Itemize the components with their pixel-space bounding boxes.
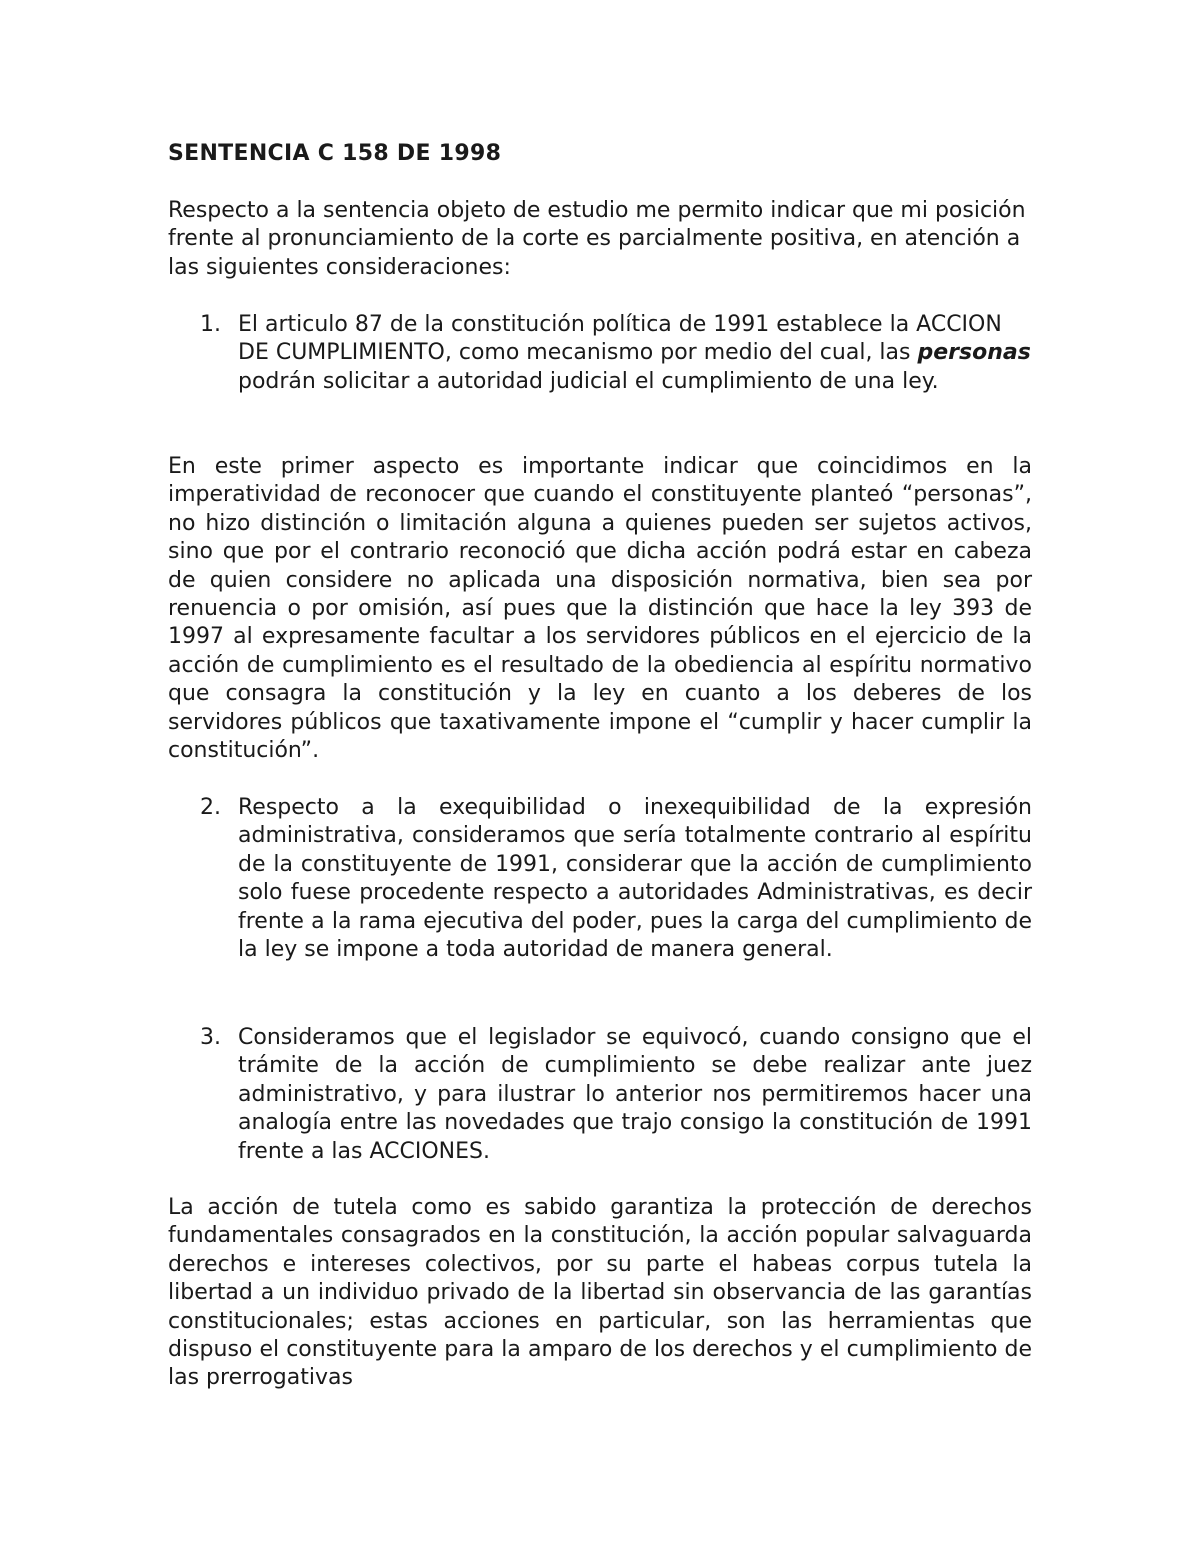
list-item-1-text-after: podrán solicitar a autoridad judicial el cumplimiento de una ley. xyxy=(238,368,939,394)
paragraph-3: La acción de tutela como es sabido garantiza la protección de derechos fundamentales consagrados en la constitución, la acción popular salvaguarda derechos e intereses colectivos, por su parte el habeas corpus tutela la libertad a un individuo privado de la libertad sin observancia de las garantías constitucionales; estas acciones en particular, son las herramientas que dispuso el constituyente para la amparo de los derechos y el cumplimiento de las prerrogativas xyxy=(168,1195,1032,1391)
document-title: SENTENCIA C 158 DE 1998 xyxy=(168,141,502,166)
list-item-1 xyxy=(168,311,1032,396)
list-item-1-text xyxy=(238,311,1032,396)
list-item-3 xyxy=(168,1024,1032,1166)
intro-paragraph: Respecto a la sentencia objeto de estudio me permito indicar que mi posición frente al pronunciamiento de la corte es parcialmente positiva, en atención a las siguientes consideraciones: xyxy=(168,198,1026,280)
emphasized-word: personas xyxy=(917,340,1031,366)
list-item-3-text: Consideramos que el legislador se equivocó, cuando consigno que el trámite de la acción de cumplimiento se debe realizar ante juez administrativo, y para ilustrar lo anterior nos permitiremos hacer una analogía entre las novedades que trajo consigo la constitución de 1991 frente a las ACCIONES. xyxy=(238,1025,1032,1164)
list-item-2 xyxy=(168,794,1032,964)
list-item-1-text-before: El articulo 87 de la constitución política de 1991 establece la ACCION DE CUMPLIMIENTO, como mecanismo por medio del cual, las xyxy=(238,312,1002,366)
paragraph-2: En este primer aspecto es importante indicar que coincidimos en la imperatividad de reconocer que cuando el constituyente planteó “personas”, no hizo distinción o limitación alguna a quienes pueden ser sujetos activos, sino que por el contrario reconoció que dicha acción podrá estar en cabeza de quien considere no aplicada una disposición normativa, bien sea por renuencia o por omisión, así pues que la distinción que hace la ley 393 de 1997 al expresamente facultar a los servidores públicos en el ejercicio de la acción de cumplimiento es el resultado de la obediencia al espíritu normativo que consagra la constitución y la ley en cuanto a los deberes de los servidores públicos que taxativamente impone el “cumplir y hacer cumplir la constitución”. xyxy=(168,454,1032,764)
list-number-3: 3. xyxy=(200,1025,221,1050)
list-number-1: 1. xyxy=(200,312,221,337)
list-number-2: 2. xyxy=(200,795,221,820)
list-item-2-text: Respecto a la exequibilidad o inexequibilidad de la expresión administrativa, consideramos que sería totalmente contrario al espíritu de la constituyente de 1991, considerar que la acción de cumplimiento solo fuese procedente respecto a autoridades Administrativas, es decir frente a la rama ejecutiva del poder, pues la carga del cumplimiento de la ley se impone a toda autoridad de manera general. xyxy=(238,795,1032,963)
